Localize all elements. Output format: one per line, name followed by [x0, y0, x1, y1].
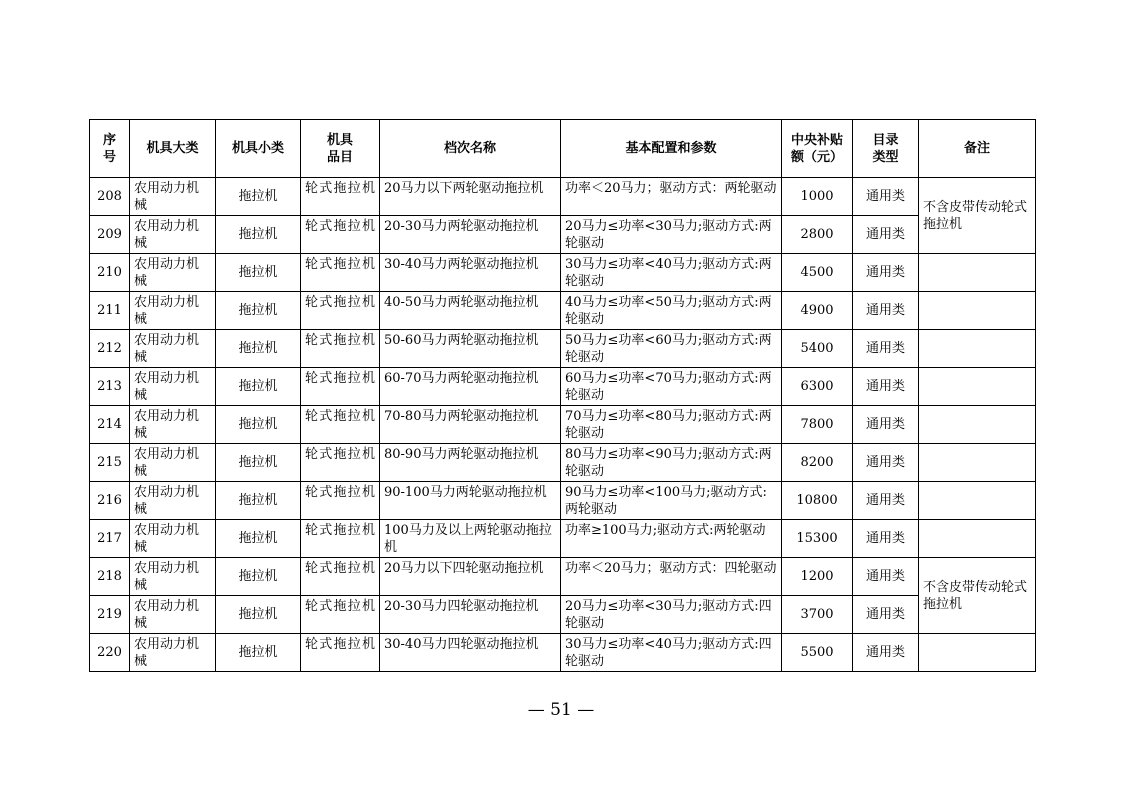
- row-config-text: 功率＜20马力；驱动方式：四轮驱动: [565, 560, 777, 576]
- row-catalog-type: [853, 292, 919, 330]
- row-grade-name: [380, 482, 561, 520]
- row-subcategory-text: 拖拉机: [238, 379, 278, 394]
- row-subsidy-text: 1200: [800, 569, 834, 584]
- row-config: [561, 596, 782, 634]
- row-seq-text: 209: [97, 227, 122, 242]
- row-subcategory: [216, 444, 301, 482]
- row-category: [130, 406, 216, 444]
- row-catalog-type-text: 通用类: [865, 417, 905, 432]
- row-item: [301, 520, 380, 558]
- row-subcategory-text: 拖拉机: [238, 341, 278, 356]
- row-category-text: 农用动力机械: [134, 598, 200, 631]
- row-seq-text: 220: [97, 645, 122, 660]
- row-subcategory: [216, 368, 301, 406]
- row-catalog-type-text: 通用类: [865, 531, 905, 546]
- row-category: [130, 596, 216, 634]
- row-config: [561, 178, 782, 216]
- row-grade-name: [380, 178, 561, 216]
- row-catalog-type: [853, 444, 919, 482]
- row-subsidy: [782, 634, 853, 672]
- row-grade-name: [380, 596, 561, 634]
- row-subcategory: [216, 634, 301, 672]
- header-note: 备注: [919, 120, 1036, 178]
- row-item: [301, 368, 380, 406]
- row-item: [301, 596, 380, 634]
- row-item: [301, 330, 380, 368]
- row-seq: [90, 254, 130, 292]
- row-seq-text: 216: [97, 493, 122, 508]
- row-subcategory-text: 拖拉机: [238, 303, 278, 318]
- row-subsidy: [782, 444, 853, 482]
- row-subsidy: [782, 520, 853, 558]
- row-item: [301, 406, 380, 444]
- row-item-text: 轮式拖拉机: [305, 408, 375, 424]
- row-subcategory-text: 拖拉机: [238, 531, 278, 546]
- row-subcategory: [216, 520, 301, 558]
- row-config: [561, 444, 782, 482]
- row-subsidy-text: 3700: [800, 607, 834, 622]
- row-subsidy-text: 1000: [800, 189, 834, 204]
- row-catalog-type: [853, 330, 919, 368]
- row-grade-name: [380, 558, 561, 596]
- row-item: [301, 444, 380, 482]
- row-catalog-type: [853, 558, 919, 596]
- row-grade-name: [380, 406, 561, 444]
- table-row: [90, 558, 1036, 596]
- row-category: [130, 330, 216, 368]
- row-category-text: 农用动力机械: [134, 408, 200, 441]
- row-subcategory: [216, 216, 301, 254]
- row-seq: [90, 444, 130, 482]
- row-grade-name: [380, 634, 561, 672]
- row-subcategory: [216, 330, 301, 368]
- row-seq-text: 214: [97, 417, 122, 432]
- row-subsidy-text: 4900: [800, 303, 834, 318]
- row-config-text: 30马力≤功率<40马力;驱动方式:四轮驱动: [565, 636, 772, 669]
- row-item: [301, 254, 380, 292]
- row-note: [919, 330, 1036, 368]
- row-catalog-type-text: 通用类: [865, 645, 905, 660]
- row-category-text: 农用动力机械: [134, 256, 200, 289]
- row-category: [130, 254, 216, 292]
- header-grade-name: 档次名称: [380, 120, 561, 178]
- row-item-text: 轮式拖拉机: [305, 370, 375, 386]
- row-seq: [90, 482, 130, 520]
- row-config-text: 功率≥100马力;驱动方式:两轮驱动: [565, 522, 766, 538]
- row-item: [301, 216, 380, 254]
- row-seq-text: 218: [97, 569, 122, 584]
- table-row: [90, 444, 1036, 482]
- row-grade-name-text: 60-70马力两轮驱动拖拉机: [384, 370, 539, 386]
- row-subcategory: [216, 292, 301, 330]
- row-seq: [90, 406, 130, 444]
- row-item: [301, 178, 380, 216]
- row-seq-text: 215: [97, 455, 122, 470]
- row-subcategory-text: 拖拉机: [238, 607, 278, 622]
- row-seq-text: 210: [97, 265, 122, 280]
- row-subcategory-text: 拖拉机: [238, 189, 278, 204]
- row-catalog-type-text: 通用类: [865, 493, 905, 508]
- row-config-text: 40马力≤功率<50马力;驱动方式:两轮驱动: [565, 294, 772, 327]
- row-subcategory: [216, 406, 301, 444]
- row-config: [561, 558, 782, 596]
- row-subcategory-text: 拖拉机: [238, 265, 278, 280]
- row-category: [130, 292, 216, 330]
- row-subcategory: [216, 596, 301, 634]
- row-catalog-type-text: 通用类: [865, 303, 905, 318]
- table-row: [90, 292, 1036, 330]
- row-item: [301, 634, 380, 672]
- row-config-text: 功率＜20马力；驱动方式：两轮驱动: [565, 180, 777, 196]
- row-catalog-type-text: 通用类: [865, 569, 905, 584]
- row-note: [919, 368, 1036, 406]
- header-config: 基本配置和参数: [561, 120, 782, 178]
- row-catalog-type: [853, 520, 919, 558]
- row-category-text: 农用动力机械: [134, 370, 200, 403]
- row-seq: [90, 216, 130, 254]
- row-catalog-type-text: 通用类: [865, 379, 905, 394]
- row-config: [561, 216, 782, 254]
- row-category-text: 农用动力机械: [134, 636, 200, 669]
- row-note: [919, 634, 1036, 672]
- header-item: 机具品目: [301, 120, 380, 178]
- row-item-text: 轮式拖拉机: [305, 560, 375, 576]
- row-seq: [90, 330, 130, 368]
- row-category-text: 农用动力机械: [134, 332, 200, 365]
- row-config-text: 50马力≤功率<60马力;驱动方式:两轮驱动: [565, 332, 772, 365]
- row-grade-name-text: 90-100马力两轮驱动拖拉机: [384, 484, 547, 500]
- row-config: [561, 330, 782, 368]
- subsidy-catalog-table: [89, 119, 1036, 672]
- row-grade-name-text: 20马力以下四轮驱动拖拉机: [384, 560, 544, 576]
- row-subsidy: [782, 216, 853, 254]
- row-subsidy-text: 4500: [800, 265, 834, 280]
- row-category-text: 农用动力机械: [134, 294, 200, 327]
- row-item-text: 轮式拖拉机: [305, 446, 375, 462]
- row-config: [561, 254, 782, 292]
- header-catalog-type: 目录类型: [853, 120, 919, 178]
- table-row: [90, 634, 1036, 672]
- row-subcategory-text: 拖拉机: [238, 417, 278, 432]
- row-item-text: 轮式拖拉机: [305, 294, 375, 310]
- row-category: [130, 368, 216, 406]
- table-row: [90, 520, 1036, 558]
- row-subsidy: [782, 254, 853, 292]
- header-subsidy: 中央补贴额（元）: [782, 120, 853, 178]
- row-subsidy-text: 6300: [800, 379, 834, 394]
- table-body: [90, 178, 1036, 672]
- row-grade-name: [380, 444, 561, 482]
- row-item-text: 轮式拖拉机: [305, 256, 375, 272]
- row-seq-text: 212: [97, 341, 122, 356]
- row-config: [561, 406, 782, 444]
- row-config: [561, 482, 782, 520]
- header-seq: 序号: [90, 120, 130, 178]
- row-catalog-type: [853, 406, 919, 444]
- row-subsidy: [782, 558, 853, 596]
- row-item-text: 轮式拖拉机: [305, 332, 375, 348]
- row-category: [130, 178, 216, 216]
- header-row: [90, 120, 1036, 178]
- row-subcategory-text: 拖拉机: [238, 227, 278, 242]
- row-seq-text: 211: [97, 303, 122, 318]
- row-config-text: 20马力≤功率<30马力;驱动方式:两轮驱动: [565, 218, 772, 251]
- table-row: [90, 406, 1036, 444]
- row-category: [130, 444, 216, 482]
- row-subcategory: [216, 482, 301, 520]
- row-grade-name: [380, 216, 561, 254]
- row-item-text: 轮式拖拉机: [305, 636, 375, 652]
- table-row: [90, 368, 1036, 406]
- row-grade-name-text: 30-40马力四轮驱动拖拉机: [384, 636, 539, 652]
- row-grade-name-text: 80-90马力两轮驱动拖拉机: [384, 446, 539, 462]
- row-catalog-type-text: 通用类: [865, 607, 905, 622]
- row-category-text: 农用动力机械: [134, 522, 200, 555]
- row-config-text: 70马力≤功率<80马力;驱动方式:两轮驱动: [565, 408, 772, 441]
- row-catalog-type: [853, 596, 919, 634]
- row-config: [561, 520, 782, 558]
- header-subcategory: 机具小类: [216, 120, 301, 178]
- page-number: — 51 —: [527, 700, 595, 720]
- row-category: [130, 558, 216, 596]
- table-row: [90, 178, 1036, 216]
- row-subsidy: [782, 292, 853, 330]
- row-seq: [90, 292, 130, 330]
- table-row: [90, 254, 1036, 292]
- row-grade-name: [380, 520, 561, 558]
- row-subcategory: [216, 558, 301, 596]
- row-catalog-type: [853, 254, 919, 292]
- row-note: [919, 406, 1036, 444]
- row-subsidy-text: 10800: [796, 493, 838, 508]
- table-row: [90, 216, 1036, 254]
- row-catalog-type: [853, 368, 919, 406]
- row-item-text: 轮式拖拉机: [305, 484, 375, 500]
- row-grade-name-text: 30-40马力两轮驱动拖拉机: [384, 256, 539, 272]
- row-config-text: 60马力≤功率<70马力;驱动方式:两轮驱动: [565, 370, 772, 403]
- row-note: [919, 254, 1036, 292]
- row-note: [919, 482, 1036, 520]
- row-item: [301, 558, 380, 596]
- row-grade-name-text: 100马力及以上两轮驱动拖拉机: [384, 522, 552, 555]
- row-subsidy: [782, 368, 853, 406]
- row-category: [130, 216, 216, 254]
- table-row: [90, 482, 1036, 520]
- row-subcategory: [216, 178, 301, 216]
- row-item-text: 轮式拖拉机: [305, 598, 375, 614]
- row-config: [561, 292, 782, 330]
- row-subsidy-text: 2800: [800, 227, 834, 242]
- row-seq: [90, 558, 130, 596]
- row-catalog-type: [853, 216, 919, 254]
- row-subcategory-text: 拖拉机: [238, 455, 278, 470]
- row-category: [130, 634, 216, 672]
- row-category: [130, 482, 216, 520]
- row-item-text: 轮式拖拉机: [305, 522, 375, 538]
- row-subsidy-text: 5400: [800, 341, 834, 356]
- row-item: [301, 482, 380, 520]
- row-item-text: 轮式拖拉机: [305, 180, 375, 196]
- row-note: [919, 292, 1036, 330]
- row-catalog-type: [853, 178, 919, 216]
- row-item-text: 轮式拖拉机: [305, 218, 375, 234]
- row-grade-name: [380, 292, 561, 330]
- row-seq: [90, 596, 130, 634]
- row-seq-text: 213: [97, 379, 122, 394]
- table-header: [90, 120, 1036, 178]
- row-grade-name-text: 20-30马力四轮驱动拖拉机: [384, 598, 539, 614]
- row-grade-name: [380, 254, 561, 292]
- row-note: [919, 444, 1036, 482]
- row-subsidy: [782, 596, 853, 634]
- row-catalog-type-text: 通用类: [865, 455, 905, 470]
- header-category: 机具大类: [130, 120, 216, 178]
- row-grade-name: [380, 368, 561, 406]
- row-grade-name: [380, 330, 561, 368]
- row-catalog-type: [853, 634, 919, 672]
- row-grade-name-text: 70-80马力两轮驱动拖拉机: [384, 408, 539, 424]
- row-category-text: 农用动力机械: [134, 484, 200, 517]
- row-config: [561, 368, 782, 406]
- row-category-text: 农用动力机械: [134, 560, 200, 593]
- row-subsidy: [782, 178, 853, 216]
- row-seq-text: 219: [97, 607, 122, 622]
- row-subsidy: [782, 482, 853, 520]
- row-catalog-type-text: 通用类: [865, 265, 905, 280]
- row-seq-text: 208: [97, 189, 122, 204]
- row-subcategory: [216, 254, 301, 292]
- table-row: [90, 330, 1036, 368]
- row-catalog-type-text: 通用类: [865, 227, 905, 242]
- row-subsidy-text: 8200: [800, 455, 834, 470]
- row-catalog-type-text: 通用类: [865, 189, 905, 204]
- row-subsidy-text: 5500: [800, 645, 834, 660]
- row-seq: [90, 520, 130, 558]
- row-seq-text: 217: [97, 531, 122, 546]
- row-seq: [90, 368, 130, 406]
- row-config-text: 80马力≤功率<90马力;驱动方式:两轮驱动: [565, 446, 772, 479]
- row-subsidy: [782, 330, 853, 368]
- row-item: [301, 292, 380, 330]
- row-category-text: 农用动力机械: [134, 180, 200, 213]
- row-subcategory-text: 拖拉机: [238, 493, 278, 508]
- row-catalog-type-text: 通用类: [865, 341, 905, 356]
- row-grade-name-text: 20-30马力两轮驱动拖拉机: [384, 218, 539, 234]
- row-config-text: 20马力≤功率<30马力;驱动方式:四轮驱动: [565, 598, 772, 631]
- row-seq: [90, 178, 130, 216]
- row-grade-name-text: 20马力以下两轮驱动拖拉机: [384, 180, 544, 196]
- row-subsidy-text: 15300: [796, 531, 838, 546]
- row-subcategory-text: 拖拉机: [238, 645, 278, 660]
- row-catalog-type: [853, 482, 919, 520]
- row-config-text: 30马力≤功率<40马力;驱动方式:两轮驱动: [565, 256, 772, 289]
- row-note: 不含皮带传动轮式拖拉机: [919, 178, 1036, 254]
- row-category-text: 农用动力机械: [134, 218, 200, 251]
- row-config-text: 90马力≤功率<100马力;驱动方式:两轮驱动: [565, 484, 767, 517]
- row-config: [561, 634, 782, 672]
- row-category: [130, 520, 216, 558]
- row-seq: [90, 634, 130, 672]
- row-grade-name-text: 50-60马力两轮驱动拖拉机: [384, 332, 539, 348]
- row-category-text: 农用动力机械: [134, 446, 200, 479]
- row-note: [919, 520, 1036, 558]
- row-subcategory-text: 拖拉机: [238, 569, 278, 584]
- table-row: [90, 596, 1036, 634]
- row-subsidy: [782, 406, 853, 444]
- row-grade-name-text: 40-50马力两轮驱动拖拉机: [384, 294, 539, 310]
- row-note: 不含皮带传动轮式拖拉机: [919, 558, 1036, 634]
- row-subsidy-text: 7800: [800, 417, 834, 432]
